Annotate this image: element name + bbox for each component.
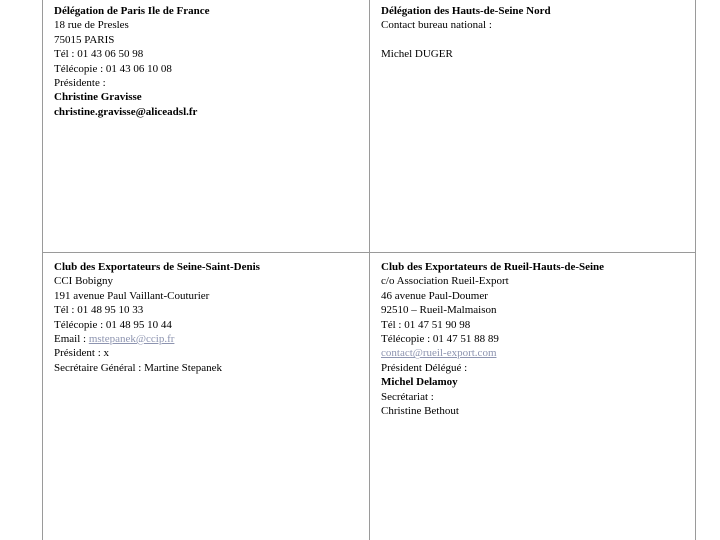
address-line: 18 rue de Presles — [54, 19, 129, 32]
organization: c/o Association Rueil-Export — [381, 275, 509, 288]
fax: Télécopie : 01 47 51 88 89 — [381, 332, 499, 345]
secretariat-label: Secrétariat : — [381, 390, 434, 403]
fax: Télécopie : 01 48 95 10 44 — [54, 318, 172, 331]
phone: Tél : 01 48 95 10 33 — [54, 304, 144, 317]
organization: CCI Bobigny — [54, 275, 113, 288]
table-row-divider — [42, 252, 696, 253]
fax: Télécopie : 01 43 06 10 08 — [54, 62, 172, 75]
email: christine.gravisse@aliceadsl.fr — [54, 105, 198, 118]
email-link[interactable]: contact@rueil-export.com — [381, 347, 497, 360]
cell-seine-saint-denis — [54, 260, 260, 375]
phone: Tél : 01 43 06 50 98 — [54, 48, 144, 61]
secretary: Secrétaire Général : Martine Stepanek — [54, 361, 222, 374]
cell-title: Délégation de Paris Ile de France — [54, 5, 210, 17]
cell-title: Délégation des Hauts-de-Seine Nord — [381, 5, 551, 17]
secretary: Christine Bethout — [381, 404, 459, 417]
address-line: 46 avenue Paul-Doumer — [381, 289, 488, 302]
cell-title: Club des Exportateurs de Rueil-Hauts-de-Seine — [381, 261, 605, 273]
email-row — [54, 332, 260, 346]
blank-line — [381, 33, 551, 47]
person-name: Michel Delamoy — [381, 376, 458, 389]
person-name: Christine Gravisse — [54, 91, 142, 104]
address-line: 191 avenue Paul Vaillant-Couturier — [54, 289, 210, 302]
phone: Tél : 01 47 51 90 98 — [381, 318, 471, 331]
president: Président : x — [54, 347, 109, 360]
person-name: Michel DUGER — [381, 48, 453, 61]
table-column-divider — [369, 0, 370, 540]
role-label: Présidente : — [54, 76, 106, 89]
email-link[interactable]: mstepanek@ccip.fr — [88, 332, 175, 345]
cell-paris — [54, 4, 210, 119]
address-line: 75015 PARIS — [54, 33, 115, 46]
role-label: Président Délégué : — [381, 361, 468, 374]
cell-rueil — [381, 260, 604, 418]
email-label: Email : — [54, 332, 89, 345]
cell-hauts-de-seine-nord — [381, 4, 551, 62]
contact-label: Contact bureau national : — [381, 19, 492, 32]
cell-title: Club des Exportateurs de Seine-Saint-Denis — [54, 261, 260, 273]
address-line: 92510 – Rueil-Malmaison — [381, 304, 497, 317]
